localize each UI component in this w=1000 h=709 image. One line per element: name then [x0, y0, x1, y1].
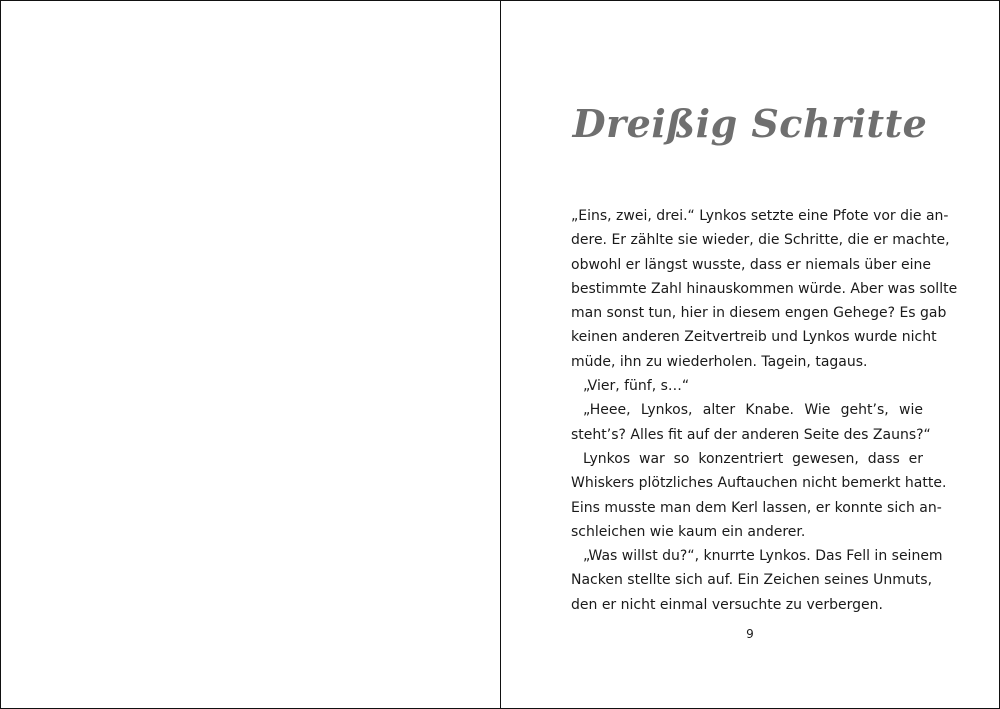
text-line: den er nicht einmal versuchte zu verbergen.: [571, 596, 883, 613]
text-line: „Eins, zwei, drei.“ Lynkos setzte eine Pfote vor die an-: [571, 208, 949, 224]
text-line: Lynkos war so konzentriert gewesen, dass er: [583, 450, 923, 467]
right-page: [501, 1, 999, 708]
text-line: Whiskers plötzliches Auftauchen nicht bemerkt hatte.: [571, 475, 947, 492]
text-line: schleichen wie kaum ein anderer.: [571, 523, 806, 540]
page-number: 9: [746, 627, 754, 641]
text-line: man sonst tun, hier in diesem engen Gehege? Es gab: [571, 305, 947, 322]
text-line: obwohl er längst wusste, dass er niemals über eine: [571, 256, 931, 273]
text-line: „Was willst du?“, knurrte Lynkos. Das Fell in seinem: [583, 548, 943, 565]
text-line: „Heee, Lynkos, alter Knabe. Wie geht’s, wie: [583, 402, 923, 419]
chapter-title: Dreißig Schritte: [572, 101, 928, 146]
text-line: Nacken stellte sich auf. Ein Zeichen seines Unmuts,: [571, 572, 933, 589]
chapter-body-text: [571, 204, 958, 617]
text-line: müde, ihn zu wiederholen. Tagein, tagaus.: [571, 353, 868, 370]
text-line: bestimmte Zahl hinauskommen würde. Aber was sollte: [571, 280, 958, 297]
text-line: dere. Er zählte sie wieder, die Schritte, die er machte,: [571, 232, 950, 249]
text-line: „Vier, fünf, s…“: [583, 378, 690, 395]
text-line: steht’s? Alles fit auf der anderen Seite des Zauns?“: [571, 426, 931, 443]
text-line: Eins musste man dem Kerl lassen, er konnte sich an-: [571, 499, 942, 516]
left-page: [1, 1, 500, 708]
text-line: keinen anderen Zeitvertreib und Lynkos wurde nicht: [571, 329, 937, 346]
